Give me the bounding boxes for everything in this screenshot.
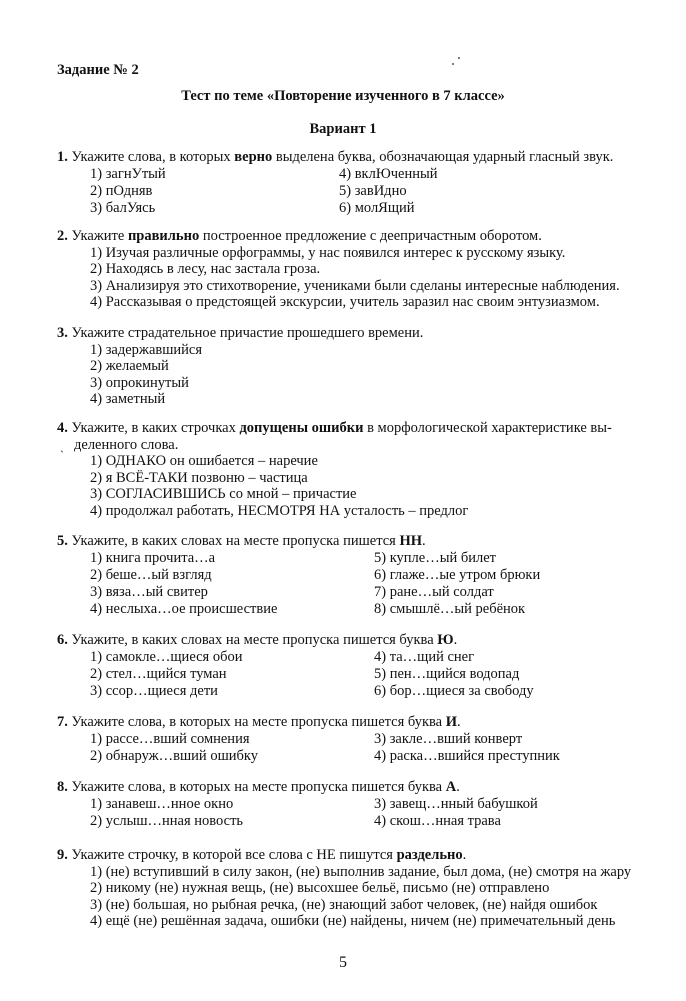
- answer-option: 3) СОГЛАСИВШИСЬ со мной – причастие: [90, 486, 357, 502]
- answer-options: [57, 166, 642, 217]
- answer-option: 1) загнУтый: [90, 165, 166, 182]
- answer-option: 3) вяза…ый свитер: [90, 583, 208, 600]
- answer-options: [57, 649, 642, 700]
- question-8: [57, 779, 642, 830]
- answer-option: 4) раска…вшийся преступник: [374, 747, 560, 764]
- answer-options: [57, 453, 642, 519]
- question-4: [57, 420, 642, 519]
- answer-option: 3) завещ…нный бабушкой: [374, 795, 538, 812]
- page-number: 5: [339, 954, 347, 971]
- question-stem: 6. Укажите, в каких словах на месте пропуска пишется буква Ю.: [57, 632, 458, 648]
- question-stem: 7. Укажите слова, в которых на месте пропуска пишется буква И.: [57, 714, 461, 730]
- question-5: [57, 533, 642, 618]
- answer-option: 6) глаже…ые утром брюки: [374, 566, 541, 583]
- answer-option: 1) рассе…вший сомнения: [90, 730, 250, 747]
- answer-option: 7) ране…ый солдат: [374, 583, 494, 600]
- question-stem-continuation: деленного слова.: [74, 436, 179, 453]
- answer-option: 2) стел…щийся туман: [90, 665, 227, 682]
- answer-option: 1) занавеш…нное окно: [90, 795, 234, 812]
- answer-option: 5) завИдно: [339, 182, 407, 199]
- answer-option: 3) закле…вший конверт: [374, 730, 523, 747]
- question-2: [57, 228, 642, 311]
- scan-speck: [452, 63, 454, 65]
- answer-options: [57, 550, 642, 618]
- answer-option: 4) Рассказывая о предстоящей экскурсии, учитель заразил нас своим энтузиазмом.: [90, 294, 600, 310]
- question-stem: 9. Укажите строчку, в которой все слова с НЕ пишутся раздельно.: [57, 847, 467, 863]
- answer-option: 4) заметный: [90, 391, 166, 407]
- answer-options: [57, 864, 642, 930]
- answer-option: 1) Изучая различные орфограммы, у нас появился интерес к русскому языку.: [90, 244, 566, 261]
- answer-option: 3) опрокинутый: [90, 374, 189, 391]
- answer-options: [57, 731, 642, 765]
- answer-option: 4) вклЮченный: [339, 165, 438, 182]
- answer-options: [57, 245, 642, 311]
- question-stem: 8. Укажите слова, в которых на месте пропуска пишется буква А.: [57, 779, 460, 795]
- question-9: [57, 847, 642, 930]
- answer-options: [57, 342, 642, 408]
- answer-option: 2) услыш…нная новость: [90, 812, 244, 829]
- question-3: [57, 325, 642, 408]
- answer-option: 8) смышлё…ый ребёнок: [374, 600, 526, 617]
- question-stem: 3. Укажите страдательное причастие прошедшего времени.: [57, 325, 424, 341]
- answer-option: 3) ссор…щиеся дети: [90, 682, 218, 699]
- answer-option: 1) (не) вступивший в силу закон, (не) выполнив задание, был дома, (не) смотря на жару: [90, 863, 632, 880]
- question-1: [57, 149, 642, 217]
- answer-option: 1) ОДНАКО он ошибается – наречие: [90, 453, 318, 469]
- answer-option: 2) Находясь в лесу, нас застала гроза.: [90, 261, 321, 277]
- answer-option: 1) книга прочита…а: [90, 549, 216, 566]
- answer-option: 5) купле…ый билет: [374, 549, 496, 566]
- answer-option: 2) пОдняв: [90, 182, 153, 199]
- answer-option: 1) самокле…щиеся обои: [90, 648, 243, 665]
- question-stem: 2. Укажите правильно построенное предложение с деепричастным оборотом.: [57, 228, 542, 244]
- answer-option: 3) Анализируя это стихотворение, учениками были сделаны интересные наблюдения.: [90, 277, 620, 294]
- answer-option: 4) ещё (не) решённая задача, ошибки (не) найдены, ничем (не) примечательный день: [90, 913, 616, 929]
- variant-title: Вариант 1: [309, 121, 377, 137]
- question-stem: 1. Укажите слова, в которых верно выделена буква, обозначающая ударный гласный звук.: [57, 149, 614, 165]
- answer-option: 2) я ВСЁ-ТАКИ позвоню – частица: [90, 469, 308, 486]
- task-title: Задание № 2: [57, 62, 139, 78]
- question-stem: 5. Укажите, в каких словах на месте пропуска пишется НН.: [57, 533, 426, 549]
- question-stem: 4. Укажите, в каких строчках допущены ошибки в морфологической характеристике вы-: [57, 420, 612, 436]
- answer-option: 3) балУясь: [90, 199, 156, 216]
- scan-speck: [458, 57, 460, 59]
- answer-option: 4) та…щий снег: [374, 648, 475, 665]
- answer-option: 4) скош…нная трава: [374, 812, 501, 829]
- answer-option: 4) продолжал работать, НЕСМОТРЯ НА усталость – предлог: [90, 502, 469, 519]
- answer-option: 3) (не) большая, но рыбная речка, (не) знающий забот человек, (не) найдя ошибок: [90, 896, 598, 913]
- answer-options: [57, 796, 642, 830]
- answer-option: 1) задержавшийся: [90, 341, 203, 358]
- question-6: [57, 632, 642, 700]
- answer-option: 2) беше…ый взгляд: [90, 566, 212, 583]
- answer-option: 4) неслыха…ое происшествие: [90, 600, 278, 617]
- answer-option: 2) никому (не) нужная вещь, (не) высохшее бельё, письмо (не) отправлено: [90, 880, 550, 896]
- test-title: Тест по теме «Повторение изученного в 7 классе»: [181, 88, 505, 104]
- answer-option: 2) желаемый: [90, 358, 169, 374]
- answer-option: 2) обнаруж…вший ошибку: [90, 747, 258, 764]
- answer-option: 5) пен…щийся водопад: [374, 665, 520, 682]
- margin-mark: `: [60, 448, 64, 462]
- question-7: [57, 714, 642, 765]
- answer-option: 6) бор…щиеся за свободу: [374, 682, 534, 699]
- answer-option: 6) молЯщий: [339, 199, 415, 216]
